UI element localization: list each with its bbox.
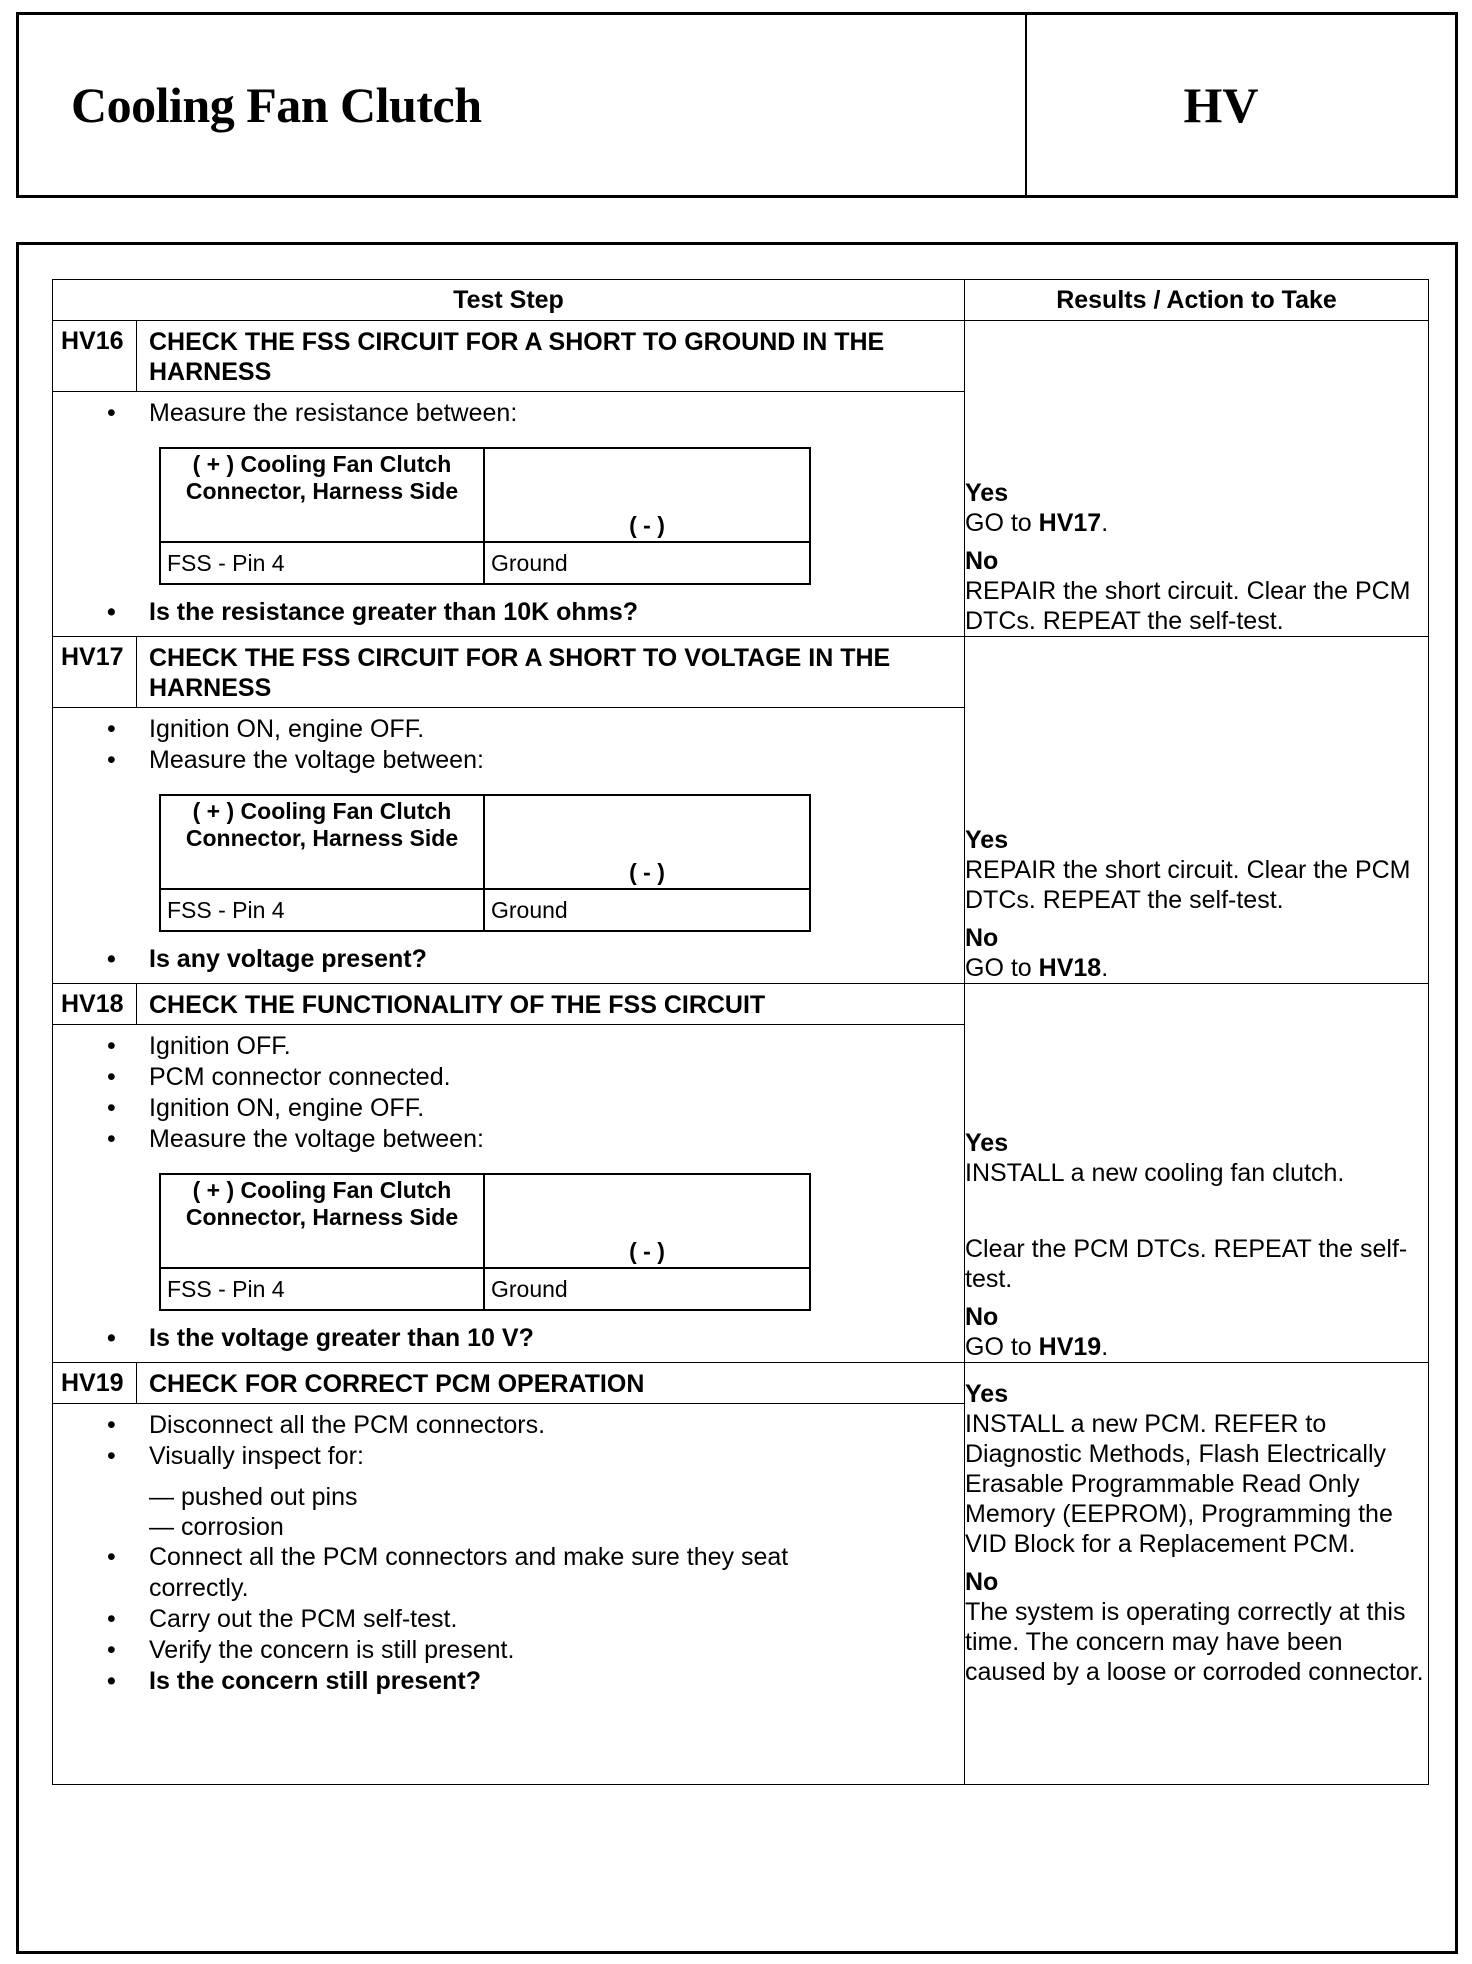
no-text: REPAIR the short circuit. Clear the PCM DTCs. REPEAT the self-test. bbox=[965, 577, 1411, 635]
yes-text: GO to bbox=[965, 509, 1039, 537]
measurement-table bbox=[159, 794, 811, 932]
plus-header: ( + ) Cooling Fan Clutch Connector, Harness Side bbox=[160, 795, 484, 889]
yes-text: INSTALL a new PCM. REFER to Diagnostic Methods, Flash Electrically Erasable Programmable Read Only Memory (EEPROM), Programming the VID Block for a Replacement PCM. bbox=[965, 1410, 1393, 1558]
minus-header: ( - ) bbox=[484, 448, 810, 542]
page-header bbox=[16, 12, 1458, 198]
plus-header: ( + ) Cooling Fan Clutch Connector, Harness Side bbox=[160, 1174, 484, 1268]
sub-bullet: — pushed out pins bbox=[149, 1482, 964, 1512]
results-cell: Yes REPAIR the short circuit. Clear the PCM DTCs. REPEAT the self-test. No GO to HV18. bbox=[965, 637, 1429, 984]
sub-bullet: — corrosion bbox=[149, 1512, 964, 1542]
no-label: No bbox=[965, 924, 999, 952]
step-bullet: • Verify the concern is still present. bbox=[149, 1635, 964, 1666]
step-bullet: • Measure the resistance between: bbox=[149, 398, 964, 429]
step-bullet: • Ignition ON, engine OFF. bbox=[149, 714, 964, 745]
step-id: HV17 bbox=[53, 637, 137, 707]
step-id: HV16 bbox=[53, 321, 137, 391]
measurement-table bbox=[159, 447, 811, 585]
column-header-test-step: Test Step bbox=[53, 280, 965, 321]
step-link[interactable]: HV19 bbox=[1038, 1333, 1102, 1361]
step-question: • Is the concern still present? bbox=[149, 1666, 964, 1697]
step-title: CHECK THE FSS CIRCUIT FOR A SHORT TO VOLTAGE IN THE HARNESS bbox=[149, 644, 891, 702]
step-title: CHECK THE FUNCTIONALITY OF THE FSS CIRCUIT bbox=[149, 991, 766, 1019]
plus-value: FSS - Pin 4 bbox=[160, 889, 484, 931]
step-id: HV19 bbox=[53, 1363, 137, 1403]
step-bullet: • Carry out the PCM self-test. bbox=[149, 1604, 964, 1635]
yes-text-2: Clear the PCM DTCs. REPEAT the self-test. bbox=[965, 1235, 1408, 1293]
plus-value: FSS - Pin 4 bbox=[160, 1268, 484, 1310]
step-id: HV18 bbox=[53, 984, 137, 1024]
results-cell bbox=[965, 1363, 1429, 1785]
yes-label: Yes bbox=[965, 479, 1009, 507]
results-cell: Yes INSTALL a new cooling fan clutch. Clear the PCM DTCs. REPEAT the self-test. No GO to HV19. bbox=[965, 984, 1429, 1363]
step-title: CHECK FOR CORRECT PCM OPERATION bbox=[149, 1370, 645, 1398]
yes-label: Yes bbox=[965, 826, 1009, 854]
yes-text: INSTALL a new cooling fan clutch. bbox=[965, 1159, 1345, 1187]
step-bullet: • PCM connector connected. bbox=[149, 1062, 964, 1093]
step-link[interactable]: HV18 bbox=[1038, 954, 1102, 982]
minus-value: Ground bbox=[484, 1268, 810, 1310]
yes-text: REPAIR the short circuit. Clear the PCM DTCs. REPEAT the self-test. bbox=[965, 856, 1411, 914]
results-cell: Yes GO to HV17. No REPAIR the short circuit. Clear the PCM DTCs. REPEAT the self-test. bbox=[965, 321, 1429, 637]
minus-value: Ground bbox=[484, 889, 810, 931]
column-header-results: Results / Action to Take bbox=[965, 280, 1429, 321]
test-step-row-hv17 bbox=[53, 637, 1429, 984]
step-question: • Is any voltage present? bbox=[149, 944, 964, 975]
yes-label: Yes bbox=[965, 1129, 1009, 1157]
step-bullet: • Ignition OFF. bbox=[149, 1031, 964, 1062]
yes-label: Yes bbox=[965, 1380, 1009, 1408]
section-code: HV bbox=[1183, 77, 1259, 133]
plus-header: ( + ) Cooling Fan Clutch Connector, Harness Side bbox=[160, 448, 484, 542]
no-text: GO to bbox=[965, 1333, 1039, 1361]
no-text: The system is operating correctly at this time. The concern may have been caused by a loose or corroded connector. bbox=[965, 1598, 1424, 1686]
content-frame bbox=[16, 242, 1458, 1954]
step-bullet: • Ignition ON, engine OFF. bbox=[149, 1093, 964, 1124]
step-bullet: • Disconnect all the PCM connectors. bbox=[149, 1410, 964, 1441]
test-step-row-hv18 bbox=[53, 984, 1429, 1363]
step-link[interactable]: HV17 bbox=[1038, 509, 1102, 537]
measurement-table bbox=[159, 1173, 811, 1311]
no-label: No bbox=[965, 1568, 999, 1596]
minus-header: ( - ) bbox=[484, 795, 810, 889]
no-label: No bbox=[965, 547, 999, 575]
test-step-row-hv19 bbox=[53, 1363, 1429, 1785]
step-bullet: • Connect all the PCM connectors and make sure they seat correctly. bbox=[149, 1542, 964, 1604]
minus-value: Ground bbox=[484, 542, 810, 584]
test-step-table bbox=[52, 279, 1429, 1785]
no-label: No bbox=[965, 1303, 999, 1331]
step-bullet: Visually inspect for: bbox=[149, 1442, 364, 1470]
plus-value: FSS - Pin 4 bbox=[160, 542, 484, 584]
page-title: Cooling Fan Clutch bbox=[19, 15, 1027, 195]
step-question: • Is the resistance greater than 10K ohms? bbox=[149, 597, 964, 628]
step-bullet: • Measure the voltage between: bbox=[149, 745, 964, 776]
test-step-row-hv16 bbox=[53, 321, 1429, 637]
step-bullet: • Measure the voltage between: bbox=[149, 1124, 964, 1155]
step-question: • Is the voltage greater than 10 V? bbox=[149, 1323, 964, 1354]
minus-header: ( - ) bbox=[484, 1174, 810, 1268]
no-text: GO to bbox=[965, 954, 1039, 982]
step-title: CHECK THE FSS CIRCUIT FOR A SHORT TO GROUND IN THE HARNESS bbox=[149, 328, 885, 386]
